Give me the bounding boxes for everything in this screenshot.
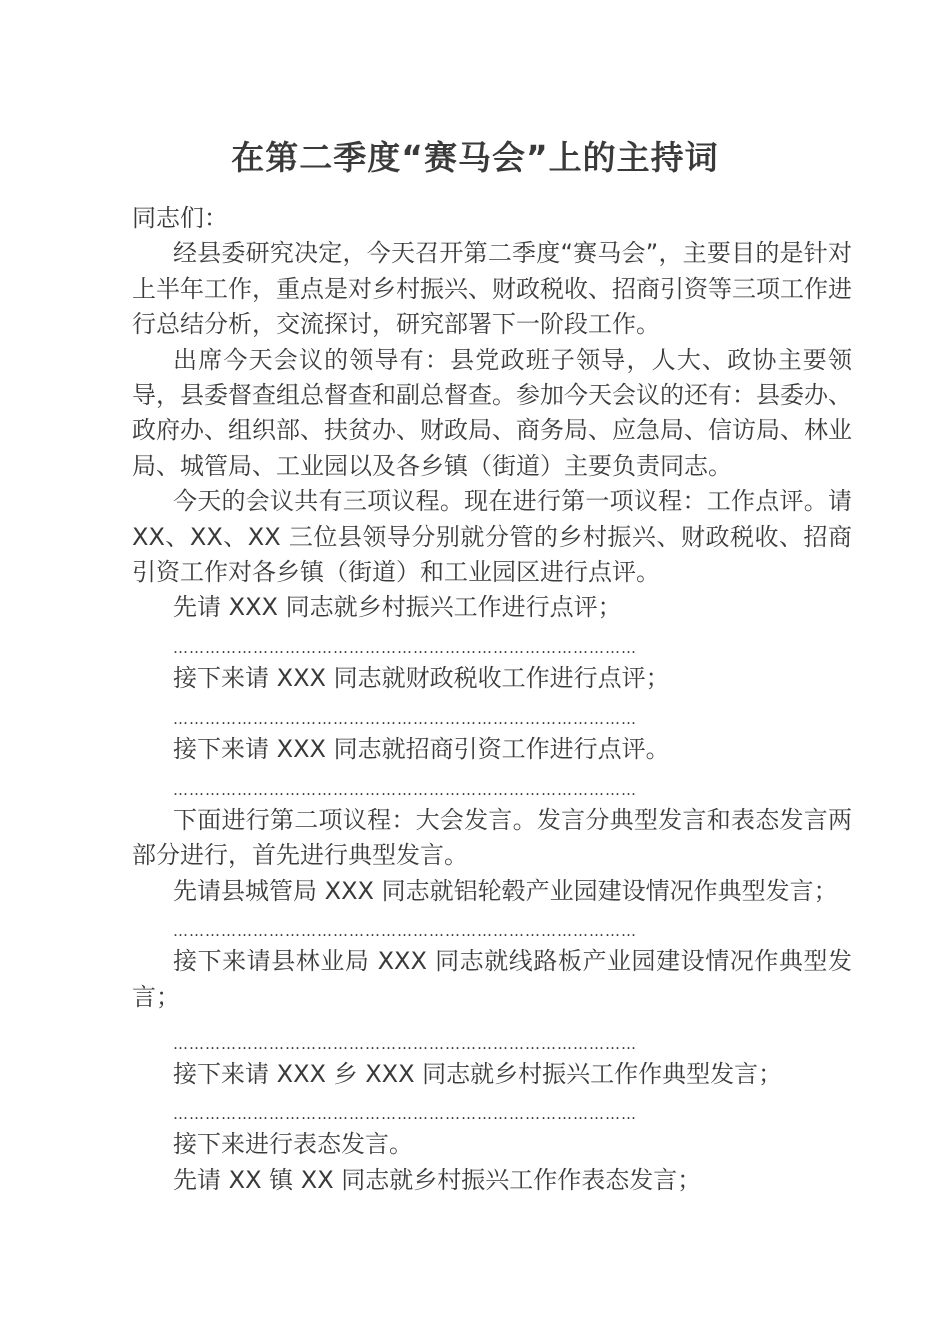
ellipsis-line: …………………………………………………………………………… <box>173 1034 637 1053</box>
paragraph-review-rural: 先请 XXX 同志就乡村振兴工作进行点评； <box>173 593 622 622</box>
document-body <box>132 201 852 1198</box>
ellipsis-line: …………………………………………………………………………… <box>173 710 637 729</box>
paragraph-agenda-two: 下面进行第二项议程：大会发言。发言分典型发言和表态发言两部分进行，首先进行典型发言。 <box>132 805 852 870</box>
document-title: 在第二季度“赛马会”上的主持词 <box>231 138 719 177</box>
salutation: 同志们： <box>132 204 228 232</box>
paragraph-review-finance: 接下来请 XXX 同志就财政税收工作进行点评； <box>173 664 670 693</box>
paragraph-review-investment: 接下来请 XXX 同志就招商引资工作进行点评。 <box>173 735 670 764</box>
paragraph-speech-township: 接下来请 XXX 乡 XXX 同志就乡村振兴工作作典型发言； <box>173 1059 783 1088</box>
paragraph-speech-urban: 先请县城管局 XXX 同志就铝轮毂产业园建设情况作典型发言； <box>173 876 838 905</box>
ellipsis-line: …………………………………………………………………………… <box>173 1105 637 1124</box>
paragraph-meeting-purpose: 经县委研究决定，今天召开第二季度“赛马会”，主要目的是针对上半年工作，重点是对乡村振兴、财政税收、招商引资等三项工作进行总结分析，交流探讨，研究部署下一阶段工作。 <box>132 239 852 339</box>
ellipsis-line: …………………………………………………………………………… <box>173 922 637 941</box>
paragraph-agenda-one: 今天的会议共有三项议程。现在进行第一项议程：工作点评。请 XX、XX、XX 三位县领导分别就分管的乡村振兴、财政税收、招商引资工作对各乡镇（街道）和工业园区进行点评。 <box>132 487 852 587</box>
paragraph-speech-forestry: 接下来请县林业局 XXX 同志就线路板产业园建设情况作典型发言； <box>132 947 852 1011</box>
paragraph-attendees: 出席今天会议的领导有：县党政班子领导，人大、政协主要领导，县委督查组总督查和副总督查。参加今天会议的还有：县委办、政府办、组织部、扶贫办、财政局、商务局、应急局、信访局、林业局、城管局、工业园以及各乡镇（街道）主要负责同志。 <box>132 345 852 480</box>
ellipsis-line: …………………………………………………………………………… <box>173 639 637 658</box>
ellipsis-line: …………………………………………………………………………… <box>173 780 637 799</box>
paragraph-pledge-town: 先请 XX 镇 XX 同志就乡村振兴工作作表态发言； <box>173 1165 702 1194</box>
paragraph-pledge-intro: 接下来进行表态发言。 <box>173 1130 413 1159</box>
